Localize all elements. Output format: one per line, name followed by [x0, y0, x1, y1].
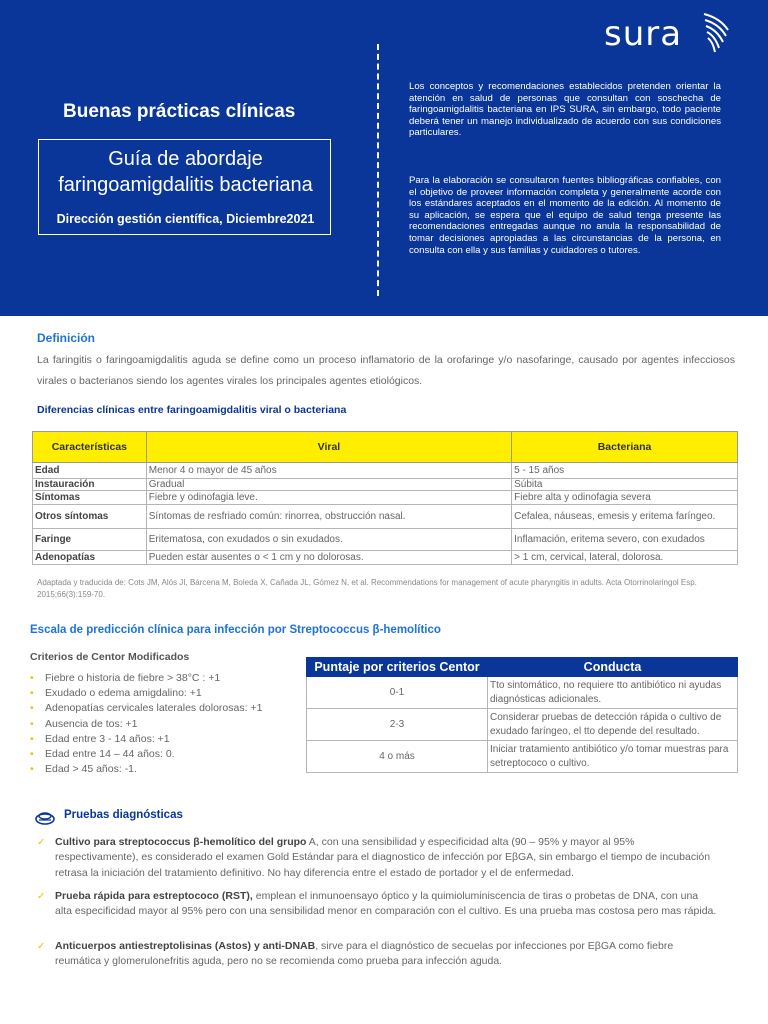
test-item-title: Anticuerpos antiestreptolisinas (Astos) y anti-DNAB — [55, 940, 316, 952]
differences-heading: Diferencias clínicas entre faringoamigdalitis viral o bacteriana — [37, 404, 347, 416]
list-item: • Edad entre 3 - 14 años: +1 — [30, 732, 262, 747]
table-cell: Pueden estar ausentes o < 1 cm y no dolorosas. — [146, 551, 511, 565]
score-cell: 2-3 — [307, 709, 488, 741]
table-cell: Inflamación, eritema severo, con exudados — [512, 529, 738, 551]
test-item-text: A, con una sensibilidad y especificidad alta (90 – 95% y mayor al 95% respectivamente), es considerado el examen Gold Estándar para el diagnostico de infección por EβGA, sin embargo el tiempo de incubación retrasa la iniciación del tratamiento definitivo. No hay diferencia entre el estado de portador y el de enfermedad. — [55, 836, 711, 879]
table-row — [33, 463, 738, 479]
column-header: Características — [33, 432, 147, 463]
test-item-title: Prueba rápida para estreptococo (RST), — [55, 890, 253, 902]
test-item — [55, 889, 717, 920]
disclaimer-paragraph-1: Los conceptos y recomendaciones establecidos pretenden orientar la atención en salud de personas que consultan con soschecha de faringoamigdalitis bacteriana en IPS SURA, sin embargo, todo paciente deberá tener un manejo individualizado de acuerdo con sus condiciones particulares. — [409, 81, 721, 139]
centor-header-row — [307, 658, 738, 677]
table-cell: 5 - 15 años — [512, 463, 738, 479]
guide-title-line1: Guía de abordaje — [108, 148, 263, 170]
table-cell: Menor 4 o mayor de 45 años — [146, 463, 511, 479]
conduct-cell: Iniciar tratamiento antibiótico y/o tomar muestras para setreptococo o cultivo. — [488, 741, 738, 773]
criteria-list — [30, 671, 262, 777]
guide-subtitle: Dirección gestión científica, Diciembre2021 — [56, 212, 315, 226]
score-cell: 4 o más — [307, 741, 488, 773]
table-row — [33, 551, 738, 565]
table-cell: Gradual — [146, 479, 511, 491]
definition-heading: Definición — [37, 331, 96, 345]
column-header: Viral — [146, 432, 511, 463]
column-header: Puntaje por criterios Centor — [307, 658, 488, 677]
conduct-cell: Tto sintomático, no requiere tto antibiótico ni ayudas diagnósticas adicionales. — [488, 677, 738, 709]
test-item-title: Cultivo para streptococcus β-hemolítico del grupo — [55, 836, 307, 848]
check-icon: ✓ — [37, 837, 46, 848]
list-item: • Edad > 45 años: -1. — [30, 762, 262, 777]
table-cell: Cefalea, náuseas, emesis y eritema faríngeo. — [512, 505, 738, 529]
title-box — [38, 139, 331, 235]
row-label: Instauración — [33, 479, 147, 491]
section-kicker: Buenas prácticas clínicas — [63, 101, 296, 122]
row-label: Otros síntomas — [33, 505, 147, 529]
brand-name: sura — [604, 14, 683, 54]
list-item: • Edad entre 14 – 44 años: 0. — [30, 747, 262, 762]
table-cell: > 1 cm, cervical, lateral, dolorosa. — [512, 551, 738, 565]
differences-header-row — [33, 432, 738, 463]
test-item — [55, 939, 717, 970]
test-item-text: emplean el inmunoensayo óptico y la quimioluminiscencia de tiras o probetas de DNA, con una alta especificidad mayor al 95% pero con una sensibilidad menor en comparación con el cultivo. Es una prueba mas costosa pero mas rápida. — [55, 890, 717, 918]
table-cell: Súbita — [512, 479, 738, 491]
table-row — [33, 505, 738, 529]
test-icon — [35, 810, 55, 826]
guide-title — [39, 146, 332, 198]
table-cell: Eritematosa, con exudados o sin exudados. — [146, 529, 511, 551]
scale-heading: Escala de predicción clínica para infección por Streptococcus β-hemolítico — [30, 624, 441, 636]
table-cell: Fiebre y odinofagia leve. — [146, 491, 511, 505]
table-row — [33, 529, 738, 551]
table-row — [307, 709, 738, 741]
check-icon: ✓ — [37, 941, 46, 952]
dashed-divider — [377, 44, 379, 296]
check-icon: ✓ — [37, 891, 46, 902]
list-item: • Ausencia de tos: +1 — [30, 717, 262, 732]
sura-logo — [604, 12, 734, 56]
table-source-note: Adaptada y traducida de: Cots JM, Alós JI, Bárcena M, Boleda X, Cañada JL, Gómez N, et al. Recommendations for management of acute pharyngitis in adults. Acta Otorrinolaringol Esp. 2015;66(3):159-70. — [37, 578, 697, 599]
tests-heading: Pruebas diagnósticas — [64, 809, 183, 821]
row-label: Edad — [33, 463, 147, 479]
table-cell: Fiebre alta y odinofagia severa — [512, 491, 738, 505]
header-banner — [0, 0, 768, 316]
column-header: Conducta — [488, 658, 738, 677]
differences-table — [32, 431, 738, 565]
conduct-cell: Considerar pruebas de detección rápida o cultivo de exudado faríngeo, el tto depende del resultado. — [488, 709, 738, 741]
table-row — [307, 677, 738, 709]
score-cell: 0-1 — [307, 677, 488, 709]
guide-title-line2: faringoamigdalitis bacteriana — [58, 174, 313, 196]
definition-text: La faringitis o faringoamigdalitis aguda se define como un proceso inflamatorio de la orofaringe y/o nasofaringe, causado por agentes infecciosos virales o bacterianos siendo los agentes virales los principales agentes etiológicos. — [37, 354, 735, 387]
table-row — [307, 741, 738, 773]
row-label: Adenopatías — [33, 551, 147, 565]
table-row — [33, 491, 738, 505]
list-item: • Adenopatías cervicales laterales dolorosas: +1 — [30, 701, 262, 716]
criteria-heading: Criterios de Centor Modificados — [30, 651, 190, 663]
table-row — [33, 479, 738, 491]
test-item-text: , sirve para el diagnóstico de secuelas por infecciones por EβGA como fiebre reumática y glomerulonefritis aguda, pero no se recomienda como prueba para infección aguda. — [55, 940, 674, 968]
list-item: • Exudado o edema amigdalino: +1 — [30, 686, 262, 701]
list-item: • Fiebre o historia de fiebre > 38°C : +1 — [30, 671, 262, 686]
disclaimer-paragraph-2: Para la elaboración se consultaron fuentes bibliográficas confiables, con el objetivo de proveer información completa y generalmente acorde con los estándares aceptados en el momento de la edición. Al momento de su aplicación, se espera que el equipo de salud tenga presente las recomendaciones entregadas aunque no anula la responsabilidad de tomar decisiones apropiadas a las circunstancias de la persona, en consulta con ella y sus familias y cuidadores o tutores. — [409, 175, 721, 256]
column-header: Bacteriana — [512, 432, 738, 463]
table-cell: Síntomas de resfriado común: rinorrea, obstrucción nasal. — [146, 505, 511, 529]
test-item — [55, 835, 717, 881]
row-label: Síntomas — [33, 491, 147, 505]
centor-table — [306, 657, 738, 773]
sura-swoosh-icon — [702, 10, 732, 56]
row-label: Faringe — [33, 529, 147, 551]
